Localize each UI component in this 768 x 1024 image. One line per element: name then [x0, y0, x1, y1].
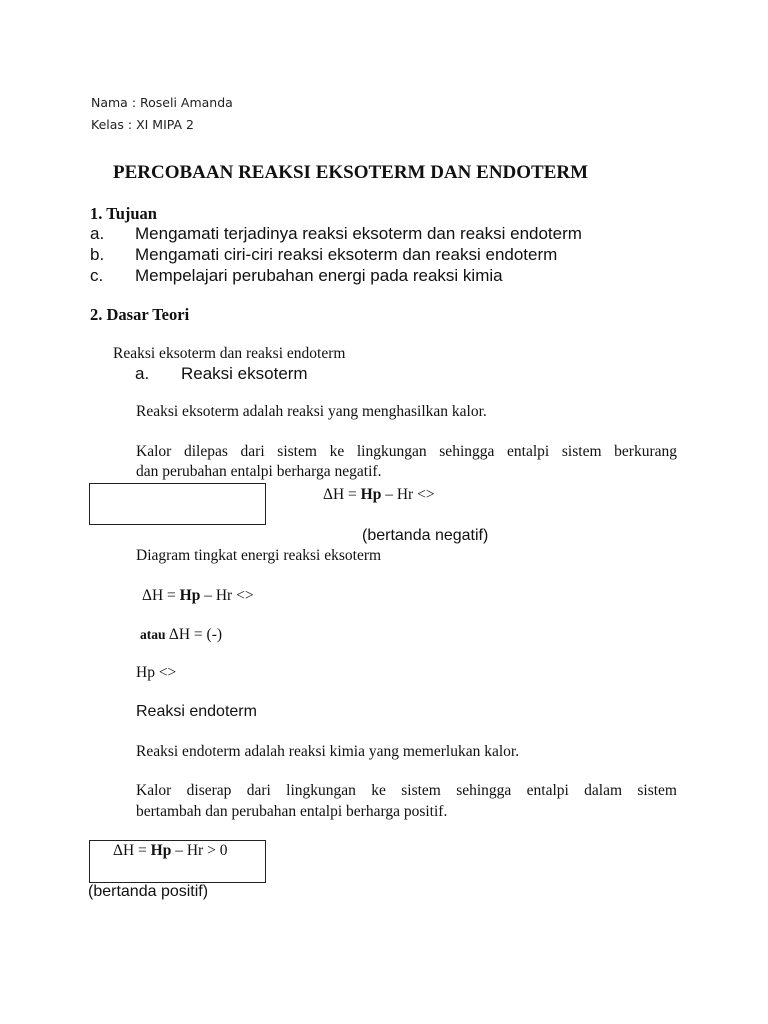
delta-h: ΔH = [113, 842, 151, 859]
section-1-heading: 1. Tujuan [90, 204, 157, 223]
page-title: PERCOBAAN REAKSI EKSOTERM DAN ENDOTERM [113, 162, 589, 183]
endo-equation [113, 842, 227, 860]
equation-rest: ΔH = (-) [168, 626, 223, 643]
atau-label: atau [140, 627, 169, 642]
section-2-heading: 2. Dasar Teori [90, 305, 190, 324]
objective-item [90, 224, 650, 244]
exo-marker: a. [135, 364, 150, 383]
hp-term: Hp [179, 587, 201, 604]
exo-equation-2 [142, 587, 254, 605]
objective-text: Mengamati ciri-ciri reaksi eksoterm dan reaksi endoterm [135, 245, 558, 264]
delta-h: ΔH = [142, 587, 180, 604]
exo-equation-3 [140, 626, 222, 644]
delta-h: ΔH = [323, 486, 361, 503]
objective-text: Mengamati terjadinya reaksi eksoterm dan reaksi endoterm [135, 224, 582, 243]
exo-definition: Reaksi eksoterm adalah reaksi yang menghasilkan kalor. [136, 403, 487, 420]
exo-equation-box [89, 483, 266, 525]
student-name: Nama : Roseli Amanda [91, 95, 233, 110]
exo-equation-4: Hp <> [136, 664, 177, 681]
objective-marker: a. [90, 224, 105, 243]
equation-rest: – Hr <> [381, 486, 435, 503]
hp-term: Hp [150, 842, 172, 859]
endo-paragraph-line-2: bertambah dan perubahan entalpi berharga positif. [136, 803, 448, 820]
exo-paragraph-line-2: dan perubahan entalpi berharga negatif. [136, 463, 382, 480]
student-class: Kelas : XI MIPA 2 [91, 117, 194, 132]
exo-diagram-caption: Diagram tingkat energi reaksi eksoterm [136, 547, 382, 564]
objective-marker: c. [90, 266, 104, 285]
exo-sign-note: (bertanda negatif) [362, 527, 489, 544]
exo-equation [323, 486, 435, 504]
objective-marker: b. [90, 245, 105, 264]
endo-paragraph-line-1: Kalor diserap dari lingkungan ke sistem sehingga entalpi dalam sistem [136, 782, 677, 799]
objective-item [90, 245, 650, 265]
objective-text: Mempelajari perubahan energi pada reaksi kimia [135, 266, 503, 285]
exo-paragraph-line-1: Kalor dilepas dari sistem ke lingkungan sehingga entalpi sistem berkurang [136, 443, 677, 460]
hp-term: Hp [360, 486, 382, 503]
equation-rest: – Hr > 0 [171, 842, 228, 859]
theory-intro: Reaksi eksoterm dan reaksi endoterm [113, 345, 346, 362]
endo-sign-note: (bertanda positif) [88, 883, 209, 900]
objective-item [90, 266, 650, 286]
equation-rest: – Hr <> [200, 587, 254, 604]
exo-heading: Reaksi eksoterm [181, 364, 308, 383]
endo-definition: Reaksi endoterm adalah reaksi kimia yang memerlukan kalor. [136, 743, 520, 760]
endo-heading: Reaksi endoterm [136, 703, 257, 720]
